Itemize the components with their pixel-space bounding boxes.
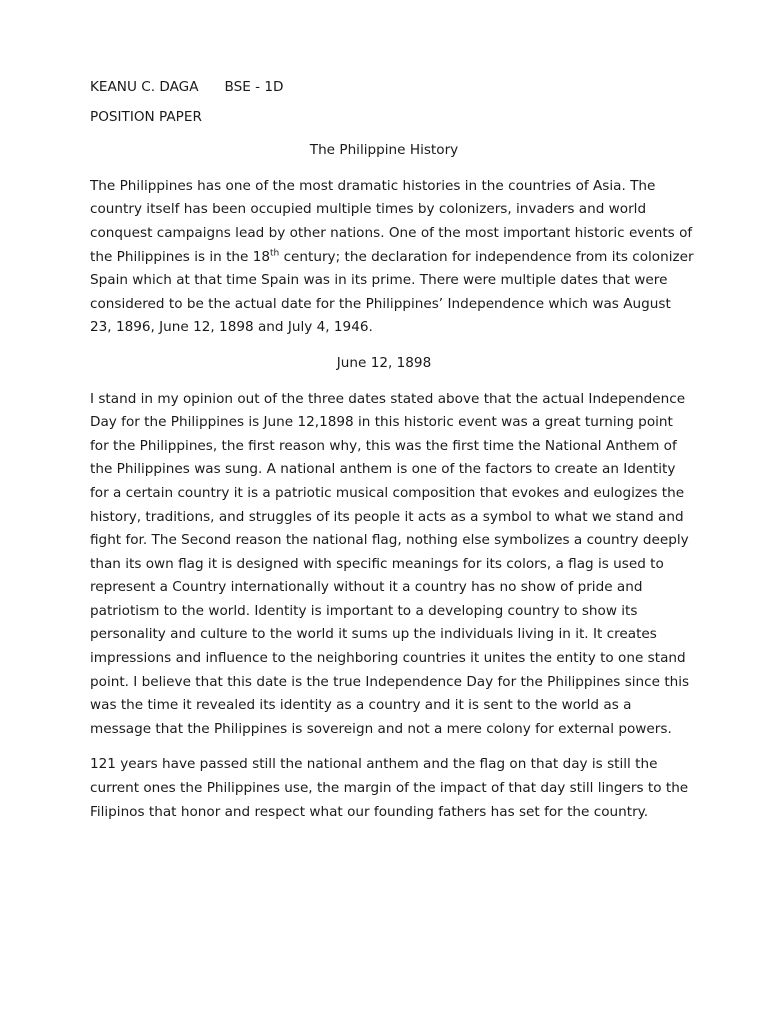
text-line: considered to be the actual date for the Philippines’ Independence which was August xyxy=(90,295,671,312)
text-line: represent a Country internationally without it a country has no show of pride and xyxy=(90,579,643,596)
text-line: Spain which at that time Spain was in its prime. There were multiple dates that were xyxy=(90,272,668,289)
text-line: message that the Philippines is sovereign and not a mere colony for external powers. xyxy=(90,720,672,737)
ordinal-superscript: th xyxy=(270,248,280,259)
text-line: was the time it revealed its identity as a country and it is sent to the world as a xyxy=(90,697,632,714)
text-line-part: the Philippines is in the 18 xyxy=(90,248,271,265)
text-line: personality and culture to the world it sums up the individuals living in it. It creates xyxy=(90,626,657,643)
text-line: current ones the Philippines use, the margin of the impact of that day still lingers to the xyxy=(90,780,689,797)
document-title: The Philippine History xyxy=(309,142,459,159)
text-line: Filipinos that honor and respect what our founding fathers has set for the country. xyxy=(90,803,649,820)
text-line: than its own flag it is designed with specific meanings for its colors, a flag is used to xyxy=(90,555,664,572)
text-line: impressions and influence to the neighboring countries it unites the entity to one stand xyxy=(90,650,686,667)
text-line-part: century; the declaration for independence from its colonizer xyxy=(279,248,694,265)
text-line: conquest campaigns lead by other nations. One of the most important historic events of xyxy=(90,224,693,241)
text-line xyxy=(90,246,694,270)
text-line: I stand in my opinion out of the three dates stated above that the actual Independence xyxy=(90,390,686,407)
paragraph-introduction xyxy=(90,175,694,340)
text-line: Day for the Philippines is June 12,1898 in this historic event was a great turning point xyxy=(90,414,673,431)
text-line: patriotism to the world. Identity is important to a developing country to show its xyxy=(90,602,638,619)
paragraph-conclusion xyxy=(90,753,688,824)
text-line: point. I believe that this date is the true Independence Day for the Philippines since this xyxy=(90,673,690,690)
text-line: for a certain country it is a patriotic musical composition that evokes and eulogizes the xyxy=(90,484,685,501)
section-subtitle: June 12, 1898 xyxy=(336,354,432,371)
text-line: fight for. The Second reason the national flag, nothing else symbolizes a country deeply xyxy=(90,532,689,549)
author-header xyxy=(90,76,688,100)
text-line: The Philippines has one of the most dramatic histories in the countries of Asia. The xyxy=(90,177,656,194)
text-line: 23, 1896, June 12, 1898 and July 4, 1946. xyxy=(90,319,373,336)
text-line: the Philippines was sung. A national anthem is one of the factors to create an Identity xyxy=(90,461,676,478)
author-name: KEANU C. DAGA xyxy=(90,79,199,95)
class-section: BSE - 1D xyxy=(224,79,284,95)
paragraph-argument xyxy=(90,388,688,742)
document-type: POSITION PAPER xyxy=(90,108,202,125)
text-line: history, traditions, and struggles of its people it acts as a symbol to what we stand and xyxy=(90,508,684,525)
text-line: country itself has been occupied multiple times by colonizers, invaders and world xyxy=(90,201,647,218)
text-line: for the Philippines, the first reason why, this was the first time the National Anthem of xyxy=(90,437,677,454)
text-line: 121 years have passed still the national anthem and the flag on that day is still the xyxy=(90,756,658,773)
